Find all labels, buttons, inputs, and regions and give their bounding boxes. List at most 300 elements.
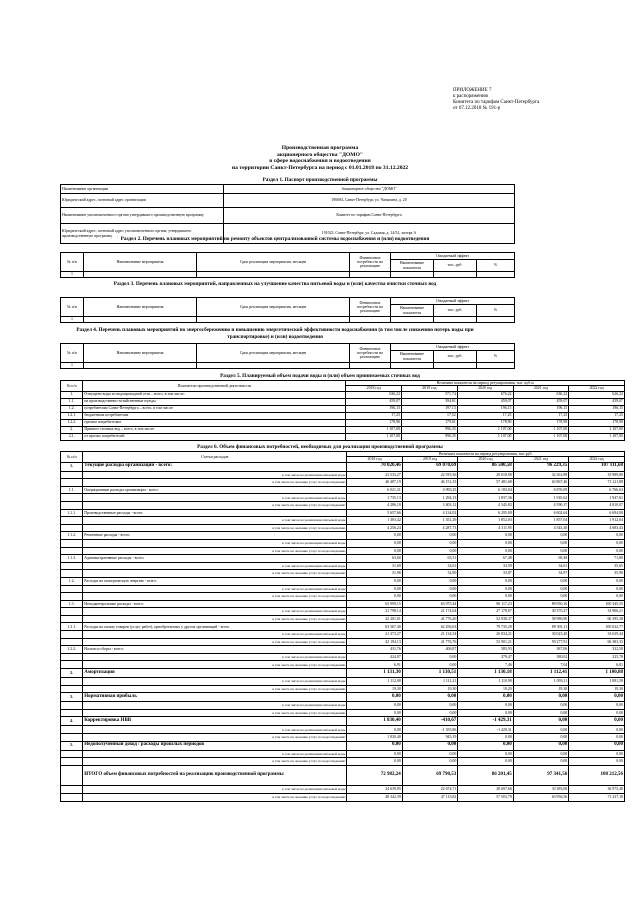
row-label: в том числе на реализацию питьевой воды: [83, 562, 347, 570]
row-number: 1.3.: [61, 600, 83, 608]
table-row: [61, 750, 625, 758]
row-label: Принято сточных вод – всего, в том числе:: [83, 426, 346, 433]
table-row: [61, 741, 625, 750]
passport-key: Наименование организации: [61, 185, 224, 194]
value-cell: 23 533,27: [347, 471, 402, 479]
row-number: 5.: [61, 741, 83, 750]
value-cell: 0,00: [458, 734, 513, 742]
table-row: [61, 501, 625, 509]
row-number: 1.1.3.: [61, 555, 83, 563]
value-cell: 0,00: [513, 693, 568, 702]
table-row: [61, 532, 625, 540]
value-cell: 21 373,27: [347, 631, 402, 639]
value-cell: 424,87: [347, 653, 402, 661]
value-cell: 0,00: [458, 750, 513, 758]
table-row: [61, 412, 625, 419]
value-cell: 46 151,33: [402, 479, 457, 487]
value-cell: 24 639,85: [347, 785, 402, 793]
value-cell: 19,30: [569, 685, 625, 693]
row-label: в том числе на оказание услуг по водоотведению: [83, 709, 347, 717]
value-cell: 32,90: [402, 570, 457, 578]
col-pct: %: [477, 305, 515, 317]
col-vol: Величина показателя на период регулирования, тыс. куб.м: [346, 381, 625, 386]
value-cell: 4 590,37: [513, 501, 568, 509]
row-number: [61, 494, 83, 502]
value-cell: 100 345,35: [569, 600, 625, 608]
row-number: [61, 685, 83, 693]
total-row: [61, 765, 625, 785]
value-cell: 63 567,40: [347, 623, 402, 631]
table-row: [61, 726, 625, 734]
value-cell: 0,00: [569, 539, 625, 547]
value-cell: 21 174,64: [402, 608, 457, 616]
row-label: Текущие расходы организации - всего:: [83, 462, 347, 471]
value-cell: 0,00: [569, 547, 625, 555]
table-row: [61, 462, 625, 471]
value-cell: 28 697,66: [458, 785, 513, 793]
value-cell: 0,00: [402, 693, 457, 702]
row-label: Корректировка НВВ: [83, 717, 347, 726]
value-cell: 17,25: [513, 412, 569, 419]
table-row: [61, 398, 625, 405]
value-cell: 0,00: [569, 577, 625, 585]
value-cell: 34,61: [513, 562, 568, 570]
row-number: [61, 678, 83, 686]
table-row: [61, 570, 625, 578]
value-cell: 48 342,39: [347, 793, 402, 801]
passport-value: 191023, Санкт-Петербург, ул. Садовая, д. 14/52, литера А: [224, 224, 515, 244]
value-cell: 1 857,04: [513, 517, 568, 525]
value-cell: 406,87: [402, 646, 457, 654]
cell: 1: [61, 272, 84, 278]
value-cell: 6 694,00: [569, 509, 625, 517]
value-cell: 0,00: [402, 593, 457, 601]
year-header: 2019 год: [402, 386, 458, 391]
value-cell: 385,93: [458, 646, 513, 654]
row-number: [61, 539, 83, 547]
total-value: 72 982,24: [347, 765, 402, 785]
value-cell: 35 989,80: [569, 471, 625, 479]
value-cell: 0,00: [458, 702, 513, 710]
value-cell: 4 995,25: [402, 486, 457, 494]
value-cell: 19,30: [347, 685, 402, 693]
row-number: [61, 702, 83, 710]
year-header: 2020 год: [458, 457, 513, 462]
value-cell: 1 107,00: [513, 433, 569, 440]
row-number: [61, 501, 83, 509]
value-cell: 379,47: [458, 653, 513, 661]
row-label: в том числе на оказание услуг по водоотведению: [83, 734, 347, 742]
value-cell: 86 500,58: [458, 462, 513, 471]
passport-table: [60, 184, 515, 244]
col-ename: Наименование показателя: [391, 351, 434, 363]
value-cell: -1 429,31: [458, 717, 513, 726]
value-cell: 0,00: [569, 726, 625, 734]
row-label: в том числе на реализацию питьевой воды: [83, 678, 347, 686]
row-number: 1.1.: [61, 486, 83, 494]
col-n: № п/п: [61, 298, 84, 317]
value-cell: 996,35: [402, 426, 458, 433]
value-cell: 0,00: [513, 585, 568, 593]
table-row: [61, 758, 625, 766]
row-number: 4.: [61, 717, 83, 726]
col-need: Финансовые потребности на реализацию: [350, 298, 391, 317]
row-label: в том числе на оказание услуг по водоотведению: [83, 615, 347, 623]
value-cell: 0,00: [402, 758, 457, 766]
table-row: [61, 539, 625, 547]
value-cell: 4 286,18: [347, 501, 402, 509]
row-number: 1.2.2.: [61, 419, 83, 426]
value-cell: 196,15: [569, 405, 625, 412]
value-cell: 71 121,88: [569, 479, 625, 487]
value-cell: 0,00: [569, 717, 625, 726]
value-cell: 0,00: [402, 577, 457, 585]
col-ename: Наименование показателя: [391, 260, 434, 272]
value-cell: 0,00: [513, 577, 568, 585]
value-cell: 1 110,98: [458, 678, 513, 686]
value-cell: 6 876,09: [513, 486, 568, 494]
value-cell: 0,00: [458, 547, 513, 555]
value-cell: 96 229,35: [513, 462, 568, 471]
col-rub: тыс. руб.: [434, 260, 477, 272]
value-cell: 0,00: [347, 709, 402, 717]
value-cell: 4 287,73: [402, 524, 457, 532]
row-number: [61, 471, 83, 479]
value-cell: 0,00: [513, 750, 568, 758]
row-number: 1.1.: [61, 398, 83, 405]
table-row: [61, 494, 625, 502]
value-cell: 4 345,82: [458, 501, 513, 509]
col-name: Показатели производственной деятельности: [83, 381, 346, 392]
row-label: Производственные расходы - всего:: [83, 509, 347, 517]
value-cell: 79 735,29: [458, 623, 513, 631]
value-cell: 42 194,13: [347, 638, 402, 646]
value-cell: 179,61: [402, 419, 458, 426]
table-row: [61, 793, 625, 801]
row-number: [61, 631, 83, 639]
passport-key: Юридический адрес, почтовый адрес организации: [61, 194, 224, 208]
value-cell: 431,76: [347, 646, 402, 654]
value-cell: 35,65: [569, 562, 625, 570]
row-label: Операционные расходы организации - всего:: [83, 486, 347, 494]
table-row: [61, 419, 625, 426]
value-cell: 71,80: [569, 555, 625, 563]
row-label: Налоги и сборы - всего:: [83, 646, 347, 654]
col-period: Срок реализации мероприятия, месяцев: [197, 298, 350, 317]
passport-value: Комитет по тарифам Санкт-Петербурга: [224, 208, 515, 224]
value-cell: 0,00: [402, 702, 457, 710]
row-number: 1.3.2.: [61, 646, 83, 654]
value-cell: 394,61: [402, 398, 458, 405]
value-cell: 0,00: [513, 734, 568, 742]
table-row: [61, 555, 625, 563]
value-cell: 31,69: [347, 562, 402, 570]
value-cell: 0,00: [569, 750, 625, 758]
value-cell: 30 370,27: [513, 608, 568, 616]
value-cell: 33,87: [458, 570, 513, 578]
value-cell: 0,00: [458, 577, 513, 585]
value-cell: 41 776,20: [402, 615, 457, 623]
title-line: Производственная программа: [281, 145, 359, 151]
value-cell: 1 303,42: [347, 517, 402, 525]
value-cell: 0,00: [458, 741, 513, 750]
col-vol: Величина показателя на период регулирования, тыс.руб.: [347, 452, 625, 457]
value-cell: 0,00: [513, 593, 568, 601]
value-cell: 100 022,77: [569, 623, 625, 631]
table-row: [61, 717, 625, 726]
value-cell: 1 294,13: [402, 494, 457, 502]
row-label: на производственно-хозяйственные нужды: [83, 398, 346, 405]
row-number: [61, 765, 83, 785]
value-cell: 6 766,63: [569, 486, 625, 494]
value-cell: 0,00: [569, 741, 625, 750]
passport-key: Юридический адрес, почтовый адрес уполномоченного органа, утвердившего производственную программу: [61, 224, 224, 244]
total-value: 69 790,53: [402, 765, 457, 785]
year-header: 2019 год: [402, 457, 457, 462]
value-cell: 0,00: [402, 532, 457, 540]
value-cell: 1 912,04: [569, 517, 625, 525]
value-cell: 26 834,21: [458, 631, 513, 639]
value-cell: 0,00: [347, 693, 402, 702]
value-cell: 4 311,95: [458, 524, 513, 532]
row-label: Неподконтрольные расходы - всего:: [83, 600, 347, 608]
table-row: [61, 479, 625, 487]
value-cell: 0,00: [458, 539, 513, 547]
col-ename: Наименование показателя: [391, 305, 434, 317]
year-header: 2020 год: [457, 386, 513, 391]
table-row: [61, 426, 625, 433]
value-cell: 19,30: [513, 685, 568, 693]
value-cell: 6 021,31: [347, 486, 402, 494]
row-label: в том числе на оказание услуг по водоотведению: [83, 501, 347, 509]
table-row: [61, 608, 625, 616]
value-cell: 6,91: [347, 661, 402, 669]
table-row: [61, 631, 625, 639]
row-label: прочим потребителям: [83, 419, 346, 426]
year-header: 2018 год: [347, 457, 402, 462]
row-number: [61, 653, 83, 661]
value-cell: 0,00: [347, 741, 402, 750]
table-row: [61, 509, 625, 517]
value-cell: 380,02: [513, 653, 568, 661]
value-cell: 30 023,20: [513, 631, 568, 639]
row-number: [61, 479, 83, 487]
value-cell: 1 130,51: [402, 669, 457, 678]
value-cell: 63 956,56: [513, 793, 568, 801]
total-value: 108 212,56: [569, 765, 625, 785]
col-name: Наименование мероприятия: [84, 344, 197, 363]
value-cell: 0,00: [402, 750, 457, 758]
row-label: в том числе на реализацию питьевой воды: [83, 702, 347, 710]
table-row: [61, 702, 625, 710]
value-cell: 0,00: [569, 734, 625, 742]
section-2-title: Раздел 2. Перечень плановых мероприятий по ремонту объектов централизованной системы водоснабжения и (или) водоотведения: [120, 236, 430, 242]
row-label: Нормативная прибыль: [83, 693, 347, 702]
year-header: 2021 год: [513, 386, 569, 391]
row-label: Недополученный доход / расходы прошлых периодов: [83, 741, 347, 750]
value-cell: 0,00: [402, 661, 457, 669]
appendix-line: ПРИЛОЖЕНИЕ 7: [453, 88, 492, 93]
value-cell: 1 735,13: [347, 494, 402, 502]
col-effect: Ожидаемый эффект: [391, 344, 515, 351]
row-label: Ремонтные расходы - всего:: [83, 532, 347, 540]
repair-table: [60, 252, 515, 278]
value-cell: 58 986,90: [513, 615, 568, 623]
value-cell: 63 867,46: [513, 479, 568, 487]
value-cell: 676,22: [457, 391, 513, 398]
value-cell: 1 107,00: [346, 426, 402, 433]
value-cell: 52 938,37: [458, 615, 513, 623]
value-cell: 0,00: [347, 758, 402, 766]
value-cell: 17,52: [402, 412, 458, 419]
row-label: потребителям Санкт-Петербурга – всего, в том числе:: [83, 405, 346, 412]
table-row: [61, 646, 625, 654]
row-number: [61, 593, 83, 601]
value-cell: 196,15: [346, 405, 402, 412]
value-cell: 1 107,00: [346, 433, 402, 440]
value-cell: 0,00: [347, 750, 402, 758]
col-period: Срок реализации мероприятия, месяцев: [197, 253, 350, 272]
value-cell: 0,00: [347, 726, 402, 734]
col-rub: тыс. руб.: [434, 305, 477, 317]
value-cell: 459,07: [346, 398, 402, 405]
volume-table: [60, 380, 625, 441]
row-label: в том числе на реализацию питьевой воды: [83, 471, 347, 479]
col-rub: тыс. руб.: [434, 351, 477, 363]
col-n: № п/п: [61, 381, 83, 392]
value-cell: 0,00: [513, 709, 568, 717]
row-label: в том числе на реализацию питьевой воды: [83, 585, 347, 593]
col-pct: %: [477, 351, 515, 363]
row-number: [61, 517, 83, 525]
value-cell: 178,90: [569, 419, 625, 426]
row-number: 2.: [61, 426, 83, 433]
value-cell: 0,00: [569, 758, 625, 766]
row-label: в том числе на реализацию питьевой воды: [83, 785, 347, 793]
value-cell: 107 111,68: [569, 462, 625, 471]
value-cell: 7,04: [513, 661, 568, 669]
value-cell: 0,00: [513, 539, 568, 547]
value-cell: 0,00: [458, 585, 513, 593]
value-cell: 33,59: [458, 562, 513, 570]
year-header: 2018 год: [346, 386, 402, 391]
appendix-line: к распоряжению: [453, 94, 489, 99]
row-number: [61, 638, 83, 646]
value-cell: 42 201,01: [347, 615, 402, 623]
finance-table: [60, 451, 625, 802]
row-number: [61, 547, 83, 555]
row-label: в том числе на оказание услуг по водоотведению: [83, 593, 347, 601]
row-label: в том числе на оказание услуг по водоотведению: [83, 547, 347, 555]
value-cell: 33 385,00: [513, 785, 568, 793]
value-cell: 80 117,23: [458, 600, 513, 608]
total-value: 97 341,56: [513, 765, 568, 785]
value-cell: -1 355,86: [402, 726, 457, 734]
passport-key: Наименование уполномоченного органа утвердившего производственную программу: [61, 208, 224, 224]
row-number: 1.1.1.: [61, 509, 83, 517]
table-row: [61, 653, 625, 661]
value-cell: 17,25: [457, 412, 513, 419]
row-label: бюджетным потребителям: [83, 412, 346, 419]
value-cell: 21 134,54: [402, 631, 457, 639]
value-cell: 0,00: [347, 577, 402, 585]
table-row: [61, 693, 625, 702]
table-row: [61, 547, 625, 555]
value-cell: 459,07: [569, 398, 625, 405]
col-need: Финансовые потребности на реализацию: [350, 253, 391, 272]
row-number: [61, 785, 83, 793]
value-cell: 66 395,38: [569, 615, 625, 623]
value-cell: 1 107,00: [457, 426, 513, 433]
row-label: в том числе на реализацию питьевой воды: [83, 653, 347, 661]
table-row: [61, 685, 625, 693]
table-row: [61, 734, 625, 742]
value-cell: 52 901,21: [458, 638, 513, 646]
row-label: в том числе на реализацию питьевой воды: [83, 631, 347, 639]
row-label: Расходы на оплату товаров (услуг, работ), приобретаемых у других организаций - всего: [83, 623, 347, 631]
value-cell: 0,00: [402, 709, 457, 717]
row-label: в том числе на реализацию питьевой воды: [83, 750, 347, 758]
cell: 1: [61, 363, 84, 369]
value-cell: 1 093,11: [513, 678, 568, 686]
passport-value: Акционерное общество "ДОМО": [224, 185, 515, 194]
value-cell: 29 018,90: [458, 471, 513, 479]
value-cell: 197,13: [402, 405, 458, 412]
section-5-title: Раздел 5. Планируемый объем подачи воды и (или) объем принимаемых сточных вод: [220, 373, 420, 379]
value-cell: 0,00: [402, 653, 457, 661]
appendix-line: Комитета по тарифам Санкт-Петербурга: [453, 100, 540, 105]
value-cell: 196,15: [513, 405, 569, 412]
col-need: Финансовые потребности на реализацию: [350, 344, 391, 363]
value-cell: 945,19: [402, 734, 457, 742]
passport-value: 196084, Санкт-Петербург, ул. Чапыгина, д. 20: [224, 194, 515, 208]
value-cell: 89 050,16: [513, 600, 568, 608]
value-cell: 1 100,88: [569, 669, 625, 678]
value-cell: 70 020,46: [347, 462, 402, 471]
value-cell: 178,90: [346, 419, 402, 426]
value-cell: 1 351,29: [402, 517, 457, 525]
year-header: 2022 год: [569, 386, 625, 391]
value-cell: 69,48: [513, 555, 568, 563]
value-cell: 459,07: [513, 398, 569, 405]
col-n: № п/п: [61, 253, 84, 272]
appendix-line: от 07.12.2018 № 191-р: [453, 106, 501, 111]
row-number: 2.1.: [61, 433, 83, 440]
col-effect: Ожидаемый эффект: [391, 298, 515, 305]
value-cell: 0,00: [458, 709, 513, 717]
value-cell: 17,25: [569, 412, 625, 419]
col-effect: Ожидаемый эффект: [391, 253, 515, 260]
row-number: 2.: [61, 669, 83, 678]
document-title: [150, 145, 490, 171]
table-row: [61, 517, 625, 525]
table-row: [61, 638, 625, 646]
value-cell: 178,90: [513, 419, 569, 426]
table-row: [61, 585, 625, 593]
row-number: [61, 750, 83, 758]
row-label: Отпущено воды из водопроводной сети – всего, в том числе:: [83, 391, 346, 398]
value-cell: 387,06: [513, 646, 568, 654]
value-cell: 32,61: [402, 562, 457, 570]
value-cell: 1 837,36: [458, 494, 513, 502]
value-cell: 1 107,00: [569, 426, 625, 433]
value-cell: 636,22: [513, 391, 569, 398]
value-cell: 63 075,44: [402, 600, 457, 608]
appendix-block: [453, 88, 633, 112]
value-cell: 21 798,14: [347, 608, 402, 616]
row-label: в том числе на оказание услуг по водоотведению: [83, 570, 347, 578]
value-cell: 62 256,63: [402, 623, 457, 631]
